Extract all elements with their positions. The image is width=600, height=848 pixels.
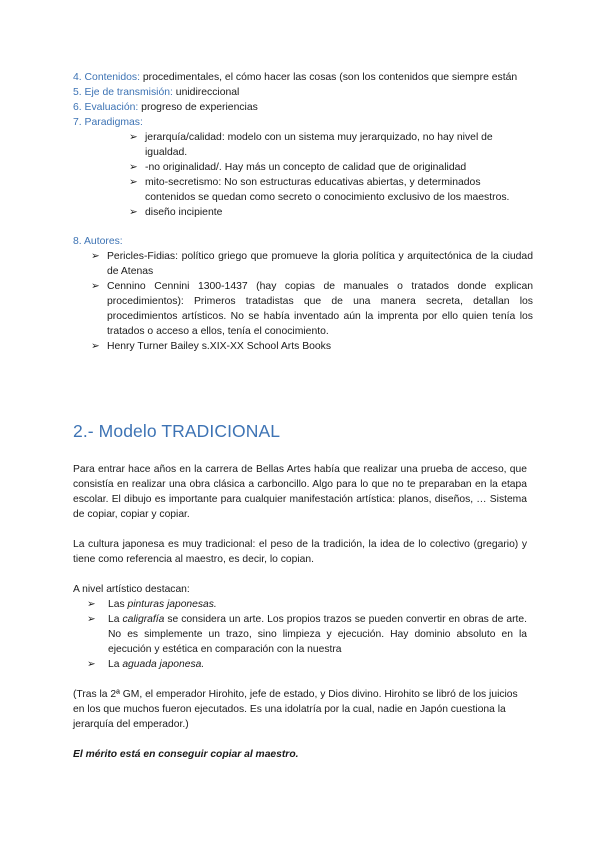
traditional-model-body <box>73 462 527 762</box>
list-item: ➢ Cennino Cennini 1300-1437 (hay copias de manuales o tratados donde explican procedimientos): Primeros tratadistas que de una manera secreta, detallan los procedimientos artísticos. No se había inventado aún la imprenta por ello quien tenía los tratados o acceso a ellos, tenía el conocimiento. <box>91 281 533 337</box>
model-characteristics <box>73 70 533 354</box>
paragraph: A nivel artístico destacan: <box>73 584 190 595</box>
section-heading: 2.- Modelo TRADICIONAL <box>73 421 281 441</box>
paragraph: La cultura japonesa es muy tradicional: el peso de la tradición, la idea de lo colectivo (gregario) y tiene como referencia al maestro, es decir, lo copian. <box>73 539 527 565</box>
arrow-bullet-icon: ➢ <box>129 177 138 188</box>
list-item: ➢ La aguada japonesa. <box>87 659 205 670</box>
item-label: 8. Autores: <box>73 236 123 247</box>
closing-statement: El mérito está en conseguir copiar al maestro. <box>73 749 299 760</box>
item-eje <box>73 85 533 100</box>
list-item: ➢ diseño incipiente <box>129 207 223 218</box>
arrow-bullet-icon: ➢ <box>87 659 96 670</box>
item-autores <box>73 234 533 249</box>
arrow-bullet-icon: ➢ <box>91 281 100 292</box>
item-text: progreso de experiencias <box>138 102 258 113</box>
list-item: ➢ Pericles-Fidias: político griego que promueve la gloria política y arquitectónica de la ciudad de Atenas <box>91 251 533 277</box>
paradigms-list <box>73 130 533 220</box>
item-label: 6. Evaluación: <box>73 102 139 113</box>
item-evaluacion <box>73 100 533 115</box>
item-label: 7. Paradigmas: <box>73 117 143 128</box>
item-text: procedimentales, el cómo hacer las cosas (son los contenidos que siempre están <box>140 72 518 83</box>
arrow-bullet-icon: ➢ <box>129 162 138 173</box>
paragraph: (Tras la 2ª GM, el emperador Hirohito, jefe de estado, y Dios divino. Hirohito se libró de los juicios en los que muchos fueron ejecutados. Es una idolatría por la cual, nadie en Japón cuestiona la jerarquía del emperador.) <box>73 689 518 730</box>
item-label: 5. Eje de transmisión: <box>73 87 173 98</box>
item-paradigmas <box>73 115 533 130</box>
list-item: ➢ Las pinturas japonesas. <box>87 599 217 610</box>
list-item: ➢ La caligrafía se considera un arte. Los propios trazos se pueden convertir en obras de arte. No es simplemente un trazo, sino limpieza y ejecución. Hay dominio absoluto en la ejecución y estética en comparación con la nuestra <box>87 614 527 655</box>
item-text: unidireccional <box>172 87 240 98</box>
list-item: ➢ jerarquía/calidad: modelo con un sistema muy jerarquizado, no hay nivel de igualdad. <box>129 132 493 158</box>
arrow-bullet-icon: ➢ <box>91 341 100 352</box>
paragraph: Para entrar hace años en la carrera de Bellas Artes había que realizar una prueba de acceso, que consistía en realizar una obra clásica a carboncillo. Algo para lo que no te preparaban en la etapa escolar. El dibujo es importante para cualquier manifestación artística: planos, diseños, … Sistema de copiar, copiar y copiar. <box>73 464 527 520</box>
list-item: ➢ -no originalidad/. Hay más un concepto de calidad que de originalidad <box>129 162 467 173</box>
art-list <box>73 597 527 672</box>
item-contenidos <box>73 70 533 85</box>
arrow-bullet-icon: ➢ <box>91 251 100 262</box>
list-item: ➢ mito-secretismo: No son estructuras educativas abiertas, y determinados contenidos se quedan como secreto o conocimiento exclusivo de los maestros. <box>129 177 510 203</box>
item-label: 4. Contenidos: <box>73 72 141 83</box>
arrow-bullet-icon: ➢ <box>129 207 138 218</box>
arrow-bullet-icon: ➢ <box>87 599 96 610</box>
list-item: ➢ Henry Turner Bailey s.XIX-XX School Arts Books <box>91 341 332 352</box>
arrow-bullet-icon: ➢ <box>129 132 138 143</box>
arrow-bullet-icon: ➢ <box>87 614 96 625</box>
authors-list <box>73 249 533 354</box>
